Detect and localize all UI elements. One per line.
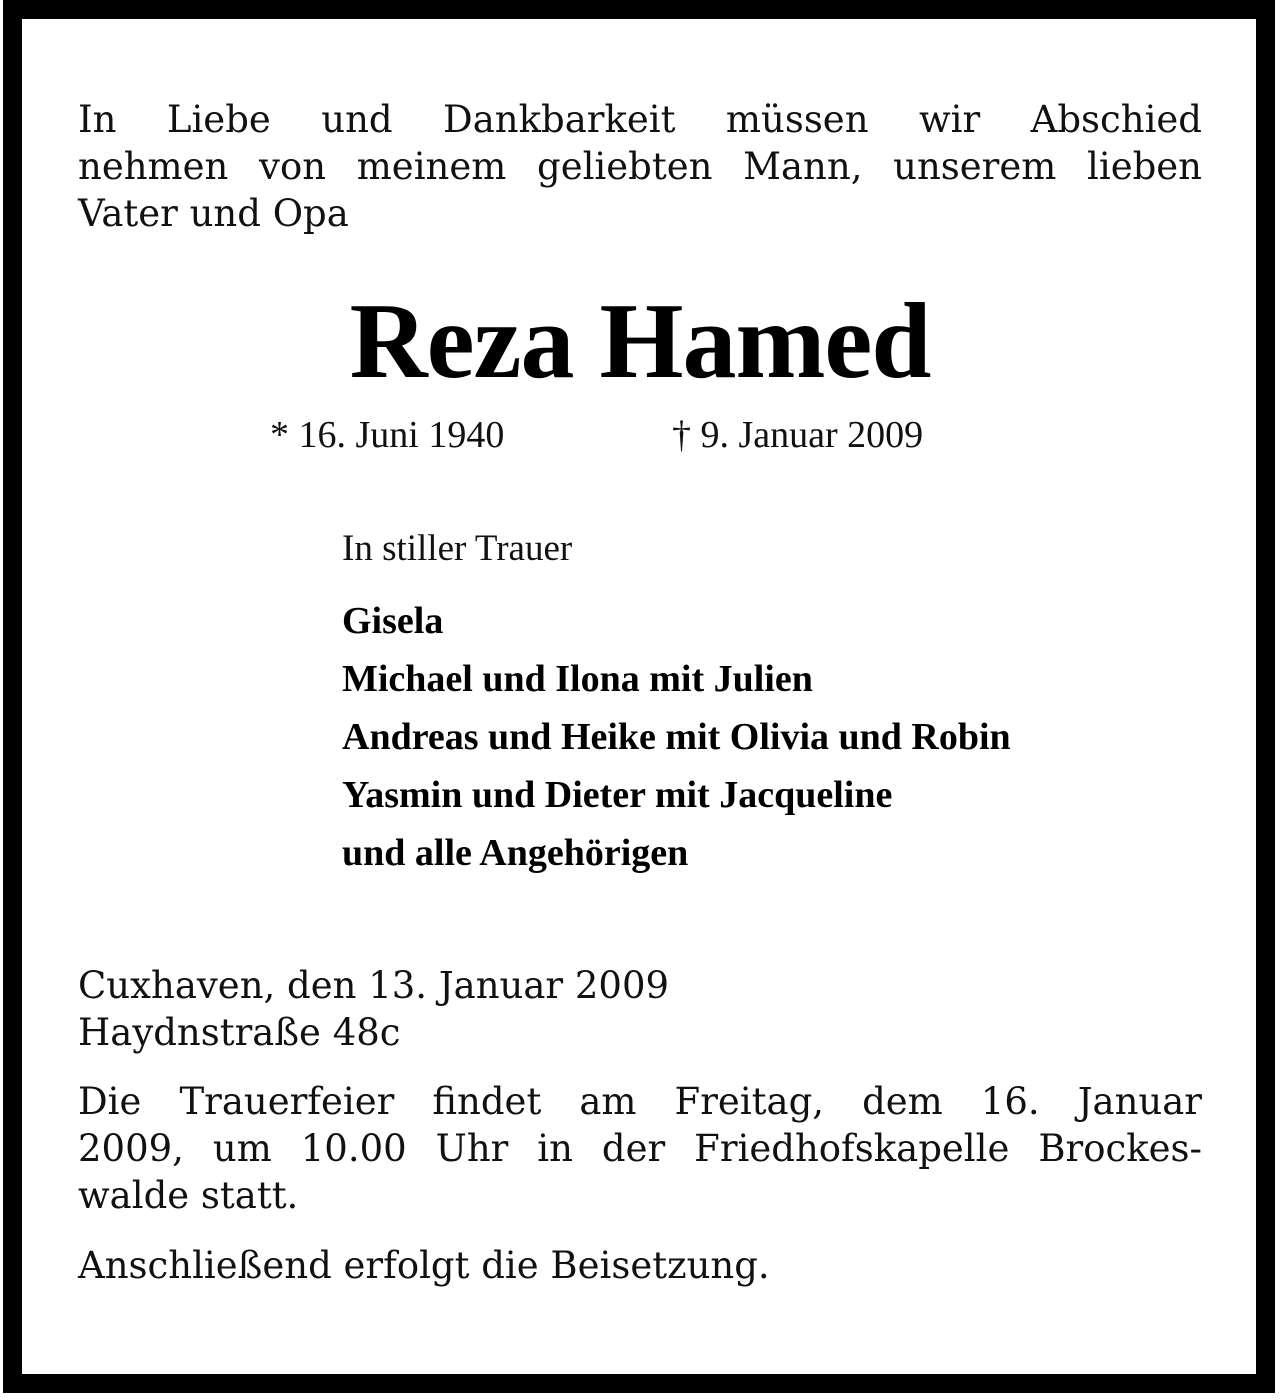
intro-line-3: Vater und Opa	[78, 192, 349, 235]
ceremony-line-1: Die Trauerfeier findet am Freitag, dem 16. Januar	[78, 1080, 1202, 1123]
place-and-address	[78, 962, 669, 1056]
mourning-label: In stiller Trauer	[342, 528, 573, 569]
ceremony-paragraph	[78, 1078, 1202, 1219]
family-list	[342, 592, 1011, 882]
closing-line: Anschließend erfolgt die Beisetzung.	[78, 1244, 770, 1287]
address: Haydnstraße 48c	[78, 1011, 401, 1054]
ceremony-line-3: walde statt.	[78, 1174, 299, 1217]
family-member: Gisela	[342, 600, 444, 642]
family-member: Michael und Ilona mit Julien	[342, 658, 813, 700]
family-member: Yasmin und Dieter mit Jacqueline	[342, 774, 893, 816]
death-date: † 9. Januar 2009	[672, 414, 924, 456]
ceremony-line-2: 2009, um 10.00 Uhr in der Friedhofskapelle Brockes-	[78, 1127, 1202, 1170]
intro-line-1: In Liebe und Dankbarkeit müssen wir Abschied	[78, 98, 1202, 141]
intro-line-2: nehmen von meinem geliebten Mann, unserem lieben	[78, 145, 1202, 188]
family-member: Andreas und Heike mit Olivia und Robin	[342, 716, 1011, 758]
place-date: Cuxhaven, den 13. Januar 2009	[78, 964, 670, 1007]
birth-date: * 16. Juni 1940	[270, 414, 505, 456]
family-member: und alle Angehörigen	[342, 832, 689, 874]
intro-paragraph	[78, 96, 1202, 237]
deceased-name: Reza Hamed	[349, 282, 931, 401]
